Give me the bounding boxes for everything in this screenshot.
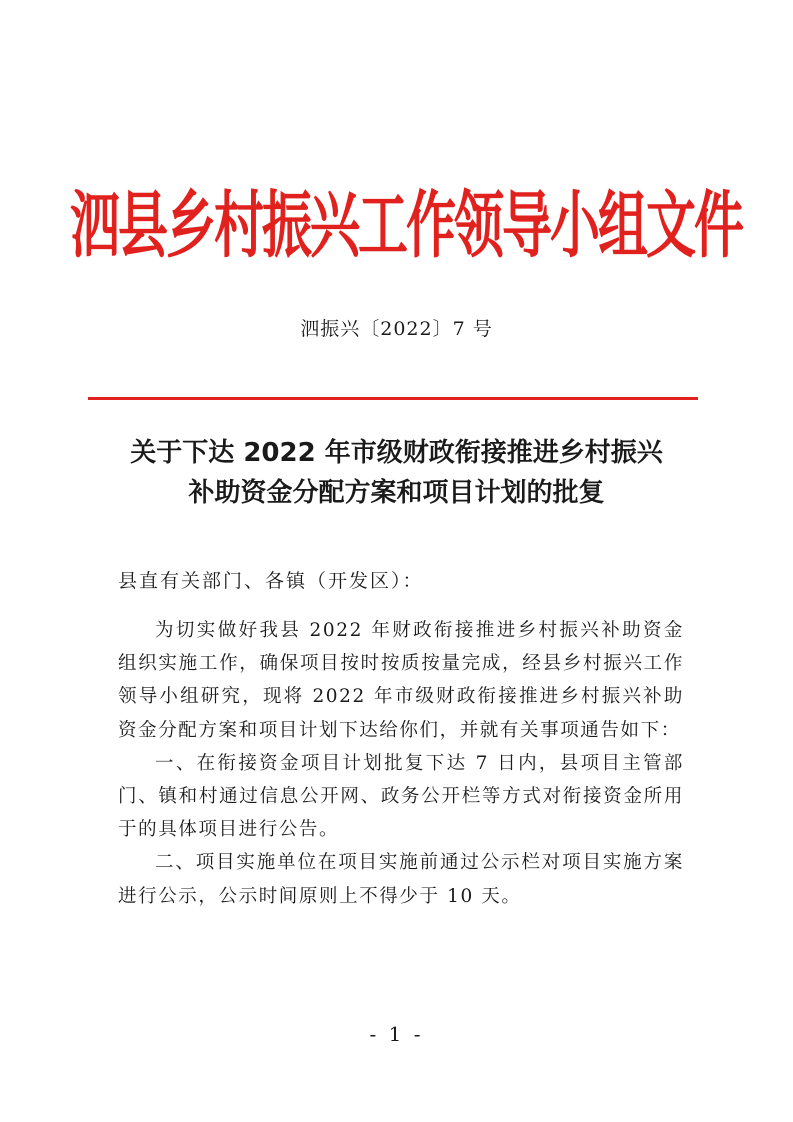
page-number: - 1 - [369,1022,424,1046]
red-divider-line [88,397,698,400]
body-paragraph-intro: 为切实做好我县 2022 年财政衔接推进乡村振兴补助资金组织实施工作，确保项目按时按质按量完成，经县乡村振兴工作领导小组研究，现将 2022 年市级财政衔接推进乡村振兴补助资金分配方案和项目计划下达给你们，并就有关事项通告如下： [118,620,684,741]
body-paragraph-item-1: 一、在衔接资金项目计划批复下达 7 日内，县项目主管部门、镇和村通过信息公开网、政务公开栏等方式对衔接资金所用于的具体项目进行公告。 [118,752,684,841]
document-title-line-2: 补助资金分配方案和项目计划的批复 [188,478,605,508]
document-number: 泗振兴〔2022〕7 号 [300,318,493,340]
red-header-title: 泗县乡村振兴工作领导小组文件 [70,183,742,269]
document-body [118,614,684,913]
addressee-line: 县直有关部门、各镇（开发区）： [118,570,424,592]
document-title-line-1: 关于下达 2022 年市级财政衔接推进乡村振兴 [130,438,663,468]
document-title [80,433,713,513]
body-paragraph-item-2: 二、项目实施单位在项目实施前通过公示栏对项目实施方案进行公示，公示时间原则上不得少于 10 天。 [118,852,684,907]
